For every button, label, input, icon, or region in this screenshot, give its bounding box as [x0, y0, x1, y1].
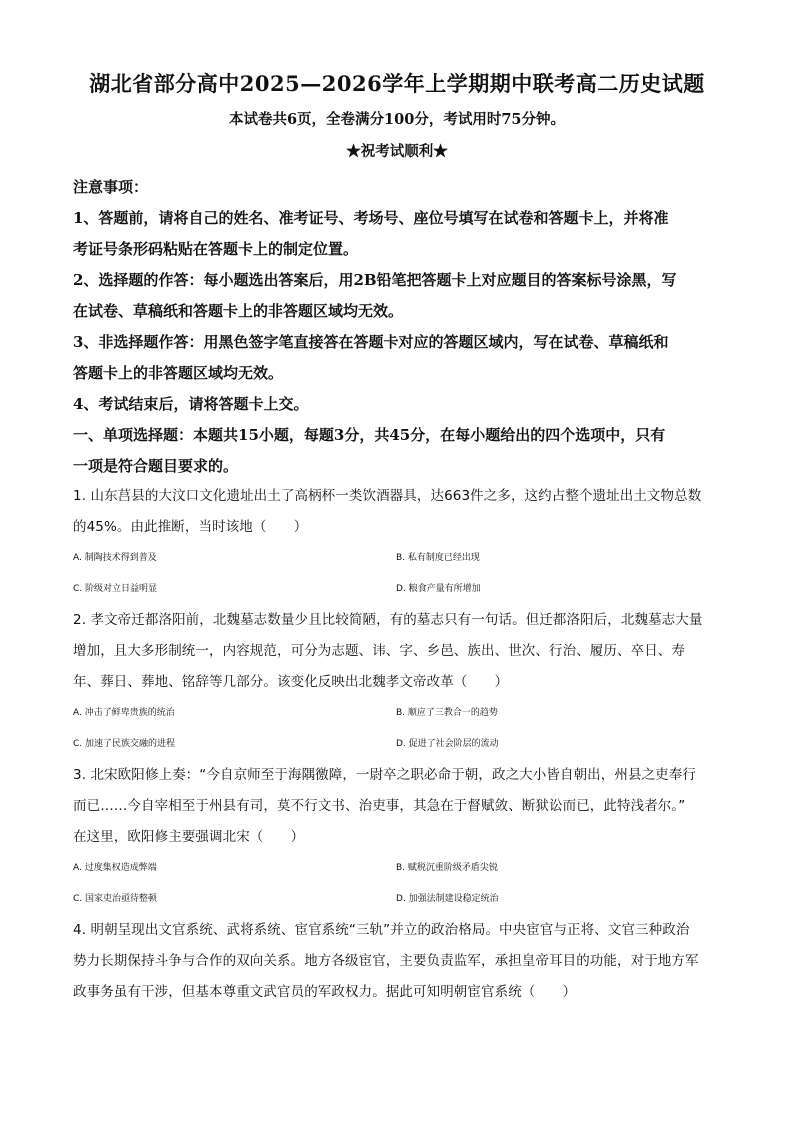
question-1: [73, 481, 723, 605]
option-b: B. 顺应了三教合一的趋势: [396, 708, 498, 718]
option-a: A. 制陶技术得到普及: [73, 553, 157, 563]
option-b: B. 赋税沉重阶级矛盾尖锐: [396, 863, 498, 873]
question-stem-line: 4. 明朝呈现出文官系统、武将系统、宦官系统“三轨”并立的政治格局。中央宦官与正将、文官三种政治: [73, 922, 690, 938]
option-d: D. 促进了社会阶层的流动: [396, 739, 499, 749]
exam-subtitle: 本试卷共6页，全卷满分100分，考试用时75分钟。: [228, 111, 566, 128]
notes-heading: 注意事项：: [73, 178, 149, 196]
question-stem-line: 政事务虽有干涉，但基本尊重文武官员的军政权力。据此可知明朝宦官系统（ ）: [73, 984, 577, 1000]
question-stem-line: 2. 孝文帝迁都洛阳前，北魏墓志数量少且比较简陋，有的墓志只有一句话。但迁都洛阳后，北魏墓志大量: [73, 612, 703, 628]
options-grid: [73, 543, 723, 605]
option-c: C. 加速了民族交融的进程: [73, 739, 176, 749]
option-b: B. 私有制度已经出现: [396, 553, 480, 563]
question-stem-line: 而已……今自宰相至于州县有司，莫不行文书、治吏事，其急在于督赋敛、断狱讼而已，此特浅者尔。”: [73, 798, 686, 814]
options-grid: [73, 853, 723, 915]
notes-section: [73, 172, 723, 482]
question-4: [73, 915, 723, 1008]
notes-line: 3、非选择题作答：用黑色签字笔直接答在答题卡对应的答题区域内，写在试卷、草稿纸和: [73, 333, 669, 351]
option-a: A. 过度集权造成弊端: [73, 863, 157, 873]
notes-line: 1、答题前，请将自己的姓名、准考证号、考场号、座位号填写在试卷和答题卡上，并将准: [73, 209, 669, 227]
question-stem-line: 增加，且大多形制统一，内容规范，可分为志题、讳、字、乡邑、族出、世次、行治、履历、卒日、寿: [73, 643, 685, 659]
notes-line: 4、考试结束后，请将答题卡上交。: [73, 395, 309, 413]
option-d: D. 加强法制建设稳定统治: [396, 894, 499, 904]
good-luck-line: ★祝考试顺利★: [346, 143, 448, 160]
exam-title: 湖北省部分高中2025—2026学年上学期期中联考高二历史试题: [89, 71, 705, 96]
questions-list: [73, 481, 723, 1008]
notes-line: 考证号条形码粘贴在答题卡上的制定位置。: [73, 240, 359, 258]
options-grid: [73, 698, 723, 760]
notes-line: 在试卷、草稿纸和答题卡上的非答题区域均无效。: [73, 302, 404, 320]
option-c: C. 国家吏治亟待整顿: [73, 894, 158, 904]
section-heading-line: 一项是符合题目要求的。: [73, 457, 239, 475]
question-stem-line: 1. 山东莒县的大汶口文化遗址出土了高柄杯一类饮酒器具，达663件之多，这约占整个遗址出土文物总数: [73, 488, 702, 504]
question-stem-line: 3. 北宋欧阳修上奏：“今自京师至于海隅徼障，一尉卒之职必命于朝，政之大小皆自朝出，州县之吏奉行: [73, 767, 696, 783]
question-stem-line: 在这里，欧阳修主要强调北宋（ ）: [73, 829, 305, 845]
section-heading-line: 一、单项选择题：本题共15小题，每题3分，共45分，在每小题给出的四个选项中，只有: [73, 426, 666, 444]
option-d: D. 粮食产量有所增加: [396, 584, 481, 594]
question-2: [73, 605, 723, 760]
question-stem-line: 势力长期保持斗争与合作的双向关系。地方各级宦官，主要负责监军，承担皇帝耳目的功能，对于地方军: [73, 953, 699, 969]
question-3: [73, 760, 723, 915]
option-c: C. 阶级对立日益明显: [73, 584, 158, 594]
question-stem-line: 的45%。由此推断，当时该地（ ）: [73, 519, 308, 535]
notes-line: 2、选择题的作答：每小题选出答案后，用2B铅笔把答题卡上对应题目的答案标号涂黑，写: [73, 271, 677, 289]
option-a: A. 冲击了鲜卑贵族的统治: [73, 708, 175, 718]
question-stem-line: 年、葬日、葬地、铭辞等几部分。该变化反映出北魏孝文帝改革（ ）: [73, 674, 509, 690]
notes-line: 答题卡上的非答题区域均无效。: [73, 364, 284, 382]
